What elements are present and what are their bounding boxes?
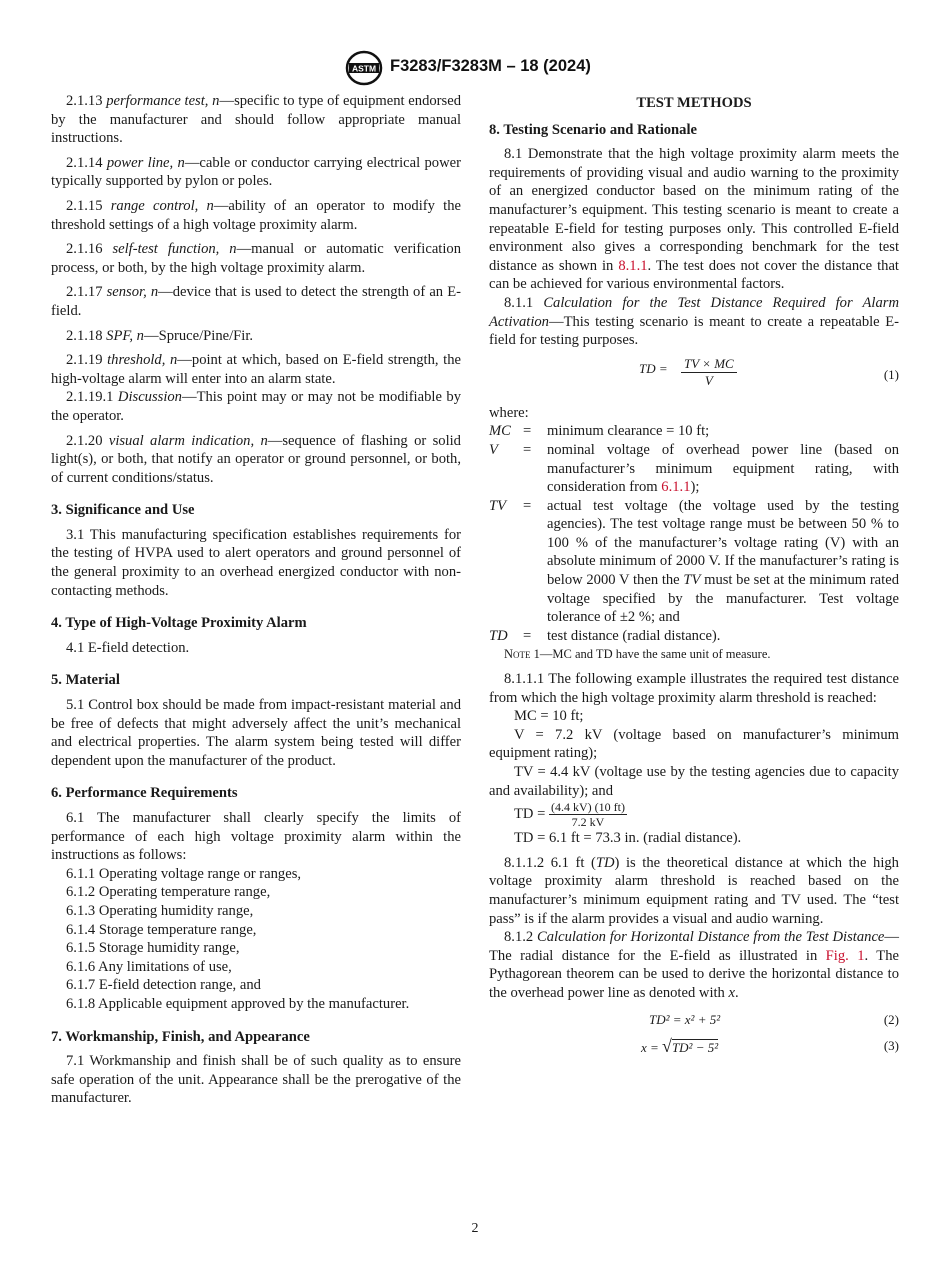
list-item: 6.1.1 Operating voltage range or ranges, [66, 865, 302, 882]
definition-td: TD = test distance (radial distance). [489, 627, 721, 644]
definition-2-1-16: 2.1.16 self-test function, n—manual or automatic verification process, or both, by the high voltage proximity alarm. [51, 241, 461, 276]
right-column [489, 92, 899, 1059]
section-3-heading: 3. Significance and Use [51, 502, 195, 519]
section-8-1-1: 8.1.1 Calculation for the Test Distance Required for Alarm Activation—This testing scenario is meant to create a repeatable E-field for testing purposes. [489, 294, 899, 349]
definition-2-1-14: 2.1.14 power line, n—cable or conductor carrying electrical power typically supported by pylon or poles. [51, 154, 461, 190]
section-7-heading: 7. Workmanship, Finish, and Appearance [51, 1028, 310, 1045]
link-fig-1[interactable]: Fig. 1 [825, 947, 865, 964]
definition-2-1-20: 2.1.20 visual alarm indication, n—sequence of flashing or solid light(s), or both, that notify an operator or ground personnel, or both, of current conditions/status. [51, 432, 461, 486]
section-6-1: 6.1 The manufacturer shall clearly specify the limits of performance of each high voltage proximity alarm within the instructions as follows: [51, 810, 461, 864]
section-6-heading: 6. Performance Requirements [51, 785, 238, 802]
calc-tv: TV = 4.4 kV (voltage use by the testing agencies due to capacity and availability); and [489, 764, 899, 799]
section-3-1: 3.1 This manufacturing specification establishes requirements for the testing of HVPA used to alert operators and ground personnel of the general proximity to an overhead energized conductor with non-contacting methods. [51, 526, 461, 599]
link-6-1-1[interactable]: 6.1.1 [661, 479, 691, 496]
list-item: 6.1.4 Storage temperature range, [66, 921, 257, 938]
section-8-1: 8.1 Demonstrate that the high voltage proximity alarm meets the requirements of providing visual and audio warning to the proximity of an energized conductor based on the minimum rating of the manufacturer’s equipment. This testing scenario is meant to create a repeatable E-field for testing purposes only. This controlled E-field environment also gives a corresponding benchmark for the test distance as shown in 8.1.1. The test does not cover the distance that can be achieved for various environmental factors. [489, 146, 899, 293]
definition-2-1-13: 2.1.13 performance test, n—specific to type of equipment endorsed by the manufacturer and should follow appropriate manual instructions. [51, 93, 461, 147]
link-8-1-1[interactable]: 8.1.1 [618, 257, 648, 274]
astm-logo-icon [344, 50, 384, 86]
left-column [51, 92, 461, 1108]
equation-1-lhs: TD = [639, 360, 668, 376]
list-item: 6.1.8 Applicable equipment approved by the manufacturer. [66, 995, 410, 1012]
list-item: 6.1.5 Storage humidity range, [66, 940, 240, 957]
definition-v: V = nominal voltage of overhead power line (based on manufacturer’s minimum equipment rating, with consideration from 6.1.1); [489, 441, 899, 496]
section-5-1: 5.1 Control box should be made from impact-resistant material and be free of defects that might adversely affect the unit’s mechanical and electrical properties. The alarm system being tested will differ dependent upon the manufacturer of the product. [51, 697, 461, 769]
section-7-1: 7.1 Workmanship and finish shall be of such quality as to ensure safe operation of the unit. Appearance shall be the prerogative of the manufacturer. [51, 1053, 461, 1107]
svg-text:ASTM: ASTM [351, 63, 377, 74]
page-number: 2 [471, 1221, 479, 1236]
calc-mc: MC = 10 ft; [514, 708, 584, 725]
calc-td-fraction: TD = $\frac{(4.4 kV) (10 ft)}{7.2 kV}$ [514, 800, 625, 830]
section-4-heading: 4. Type of High-Voltage Proximity Alarm [51, 615, 307, 632]
note-1: Note 1—MC and TD have the same unit of measure. [504, 647, 771, 662]
equation-1-number: (1) [883, 366, 899, 382]
equation-1 [489, 356, 899, 394]
list-item: 6.1.2 Operating temperature range, [66, 884, 271, 901]
list-item: 6.1.6 Any limitations of use, [66, 958, 232, 975]
page-header [0, 50, 950, 88]
equation-3: x = √TD² − 5² (3) [641, 1035, 899, 1056]
section-4-1: 4.1 E-field detection. [66, 639, 190, 656]
section-8-1-2: 8.1.2 Calculation for Horizontal Distance from the Test Distance—The radial distance for the E-field as illustrated in Fig. 1. The Pythagorean theorem can be used to derive the horizontal distance to the overhead power line as denoted with x. [489, 929, 899, 1001]
document-title: F3283/F3283M – 18 (2024) [390, 57, 591, 75]
definition-tv: TV = actual test voltage (the voltage used by the testing agencies). The test voltage range must be between 50 % to 100 % of the manufacturer’s voltage rating (V) with an absolute minimum of 2000 V. If the manufacturer’s rating is below 2000 V then the TV must be set at the minimum rated voltage specified by the manufacturer. Test voltage tolerance of ±2 %; and [489, 497, 899, 626]
section-8-1-1-2: 8.1.1.2 6.1 ft (TD) is the theoretical distance at which the high voltage proximity alarm threshold is reached based on the manufacturer’s minimum equipment rating and TV used. The “test pass” is if the alarm provides a visual and audio warning. [489, 854, 899, 927]
definition-mc: MC = minimum clearance = 10 ft; [489, 423, 710, 440]
list-item: 6.1.7 E-field detection range, and [66, 977, 261, 994]
definition-2-1-18: 2.1.18 SPF, n—Spruce/Pine/Fir. [66, 327, 254, 344]
requirements-list [51, 865, 461, 1014]
definition-2-1-19: 2.1.19 threshold, n—point at which, based on E-field strength, the high-voltage alarm will enter into an alarm state. [51, 352, 461, 387]
where-label: where: [489, 404, 529, 421]
calc-v: V = 7.2 kV (voltage based on manufacturer’s minimum equipment rating); [489, 726, 899, 762]
discussion-2-1-19-1: 2.1.19.1 Discussion—This point may or may not be modifiable by the operator. [51, 389, 461, 424]
list-item: 6.1.3 Operating humidity range, [66, 902, 254, 919]
equation-1-fraction: $\frac{TV \times MC}{V}$ [681, 356, 737, 389]
equation-2: TD² = x² + 5² (2) [649, 1011, 899, 1027]
calc-td-result: TD = 6.1 ft = 73.3 in. (radial distance). [514, 830, 742, 847]
definition-2-1-17: 2.1.17 sensor, n—device that is used to detect the strength of an E-field. [51, 284, 461, 319]
section-8-heading: 8. Testing Scenario and Rationale [489, 121, 697, 138]
section-8-1-1-1: 8.1.1.1 The following example illustrates the required test distance from which the high voltage proximity alarm threshold is reached: [489, 671, 899, 706]
variable-definitions [489, 422, 899, 645]
test-methods-heading: TEST METHODS [636, 95, 752, 111]
section-5-heading: 5. Material [51, 672, 120, 689]
definition-2-1-15: 2.1.15 range control, n—ability of an operator to modify the threshold settings of a high voltage proximity alarm. [51, 197, 461, 233]
